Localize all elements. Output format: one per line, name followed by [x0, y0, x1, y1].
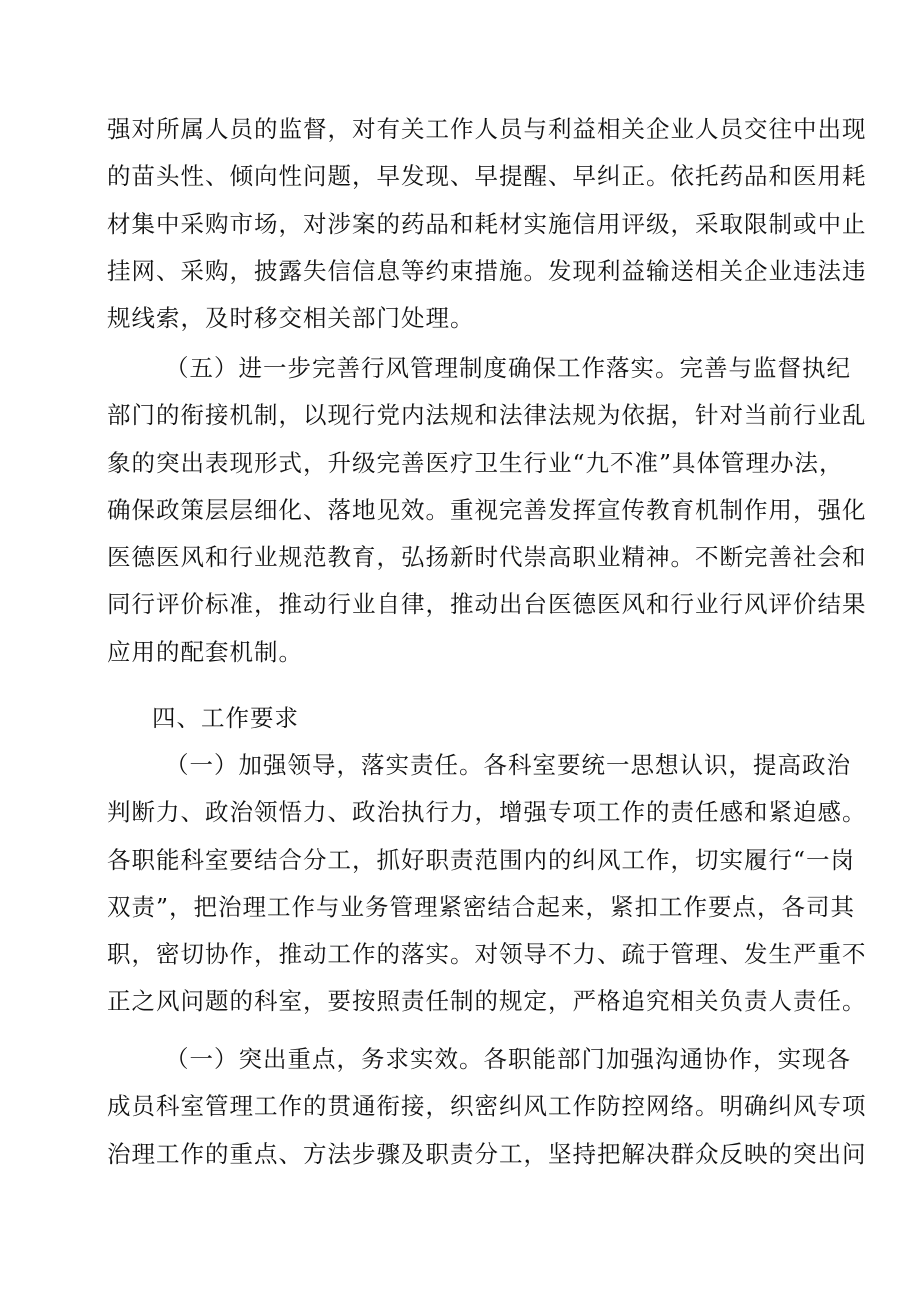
text-line: （一）加强领导，落实责任。各科室要统一思想认识，提高政治 — [165, 751, 851, 779]
text-line: 部门的衔接机制，以现行党内法规和法律法规为依据，针对当前行业乱 — [107, 401, 867, 430]
text-line: 象的突出表现形式，升级完善医疗卫生行业“九不准”具体管理办法， — [107, 448, 844, 477]
text-line: （一）突出重点，务求实效。各职能部门加强沟通协作，实现各 — [165, 1045, 851, 1073]
text-line: 同行评价标准，推动行业自律，推动出台医德医风和行业行风评价结果 — [107, 590, 867, 619]
text-line: 职，密切协作，推动工作的落实。对领导不力、疏于管理、发生严重不 — [107, 940, 867, 969]
text-line: （五）进一步完善行风管理制度确保工作落实。完善与监督执纪 — [165, 354, 851, 382]
text-line: 双责”，把治理工作与业务管理紧密结合起来，紧扣工作要点，各司其 — [107, 892, 856, 921]
paragraph-requirement-1 — [107, 742, 867, 1026]
paragraph-section-5 — [107, 345, 867, 676]
text-line: 成员科室管理工作的贯通衔接，织密纠风工作防控网络。明确纠风专项 — [107, 1092, 867, 1121]
section-heading-work-requirements: 四、工作要求 — [152, 704, 299, 732]
text-line: 判断力、政治领悟力、政治执行力，增强专项工作的责任感和紧迫感。 — [107, 798, 867, 827]
text-line: 挂网、采购，披露失信信息等约束措施。发现利益输送相关企业违法违 — [107, 256, 867, 285]
text-line: 材集中采购市场，对涉案的药品和耗材实施信用评级，采取限制或中止 — [107, 209, 867, 238]
text-line: 强对所属人员的监督，对有关工作人员与利益相关企业人员交往中出现 — [107, 115, 867, 143]
text-line: 治理工作的重点、方法步骤及职责分工，坚持把解决群众反映的突出问 — [107, 1139, 867, 1168]
text-line: 规线索，及时移交相关部门处理。 — [107, 304, 475, 333]
paragraph-requirement-2 — [107, 1036, 867, 1178]
text-line: 正之风问题的科室，要按照责任制的规定，严格追究相关负责人责任。 — [107, 987, 867, 1016]
paragraph-supervision — [107, 106, 867, 342]
text-line: 的苗头性、倾向性问题，早发现、早提醒、早纠正。依托药品和医用耗 — [107, 162, 867, 191]
text-line: 医德医风和行业规范教育，弘扬新时代崇高职业精神。不断完善社会和 — [107, 543, 867, 572]
text-line: 应用的配套机制。 — [107, 637, 303, 666]
text-line: 确保政策层层细化、落地见效。重视完善发挥宣传教育机制作用，强化 — [107, 495, 867, 524]
text-line: 各职能科室要结合分工，抓好职责范围内的纠风工作，切实履行“一岗 — [107, 845, 856, 874]
